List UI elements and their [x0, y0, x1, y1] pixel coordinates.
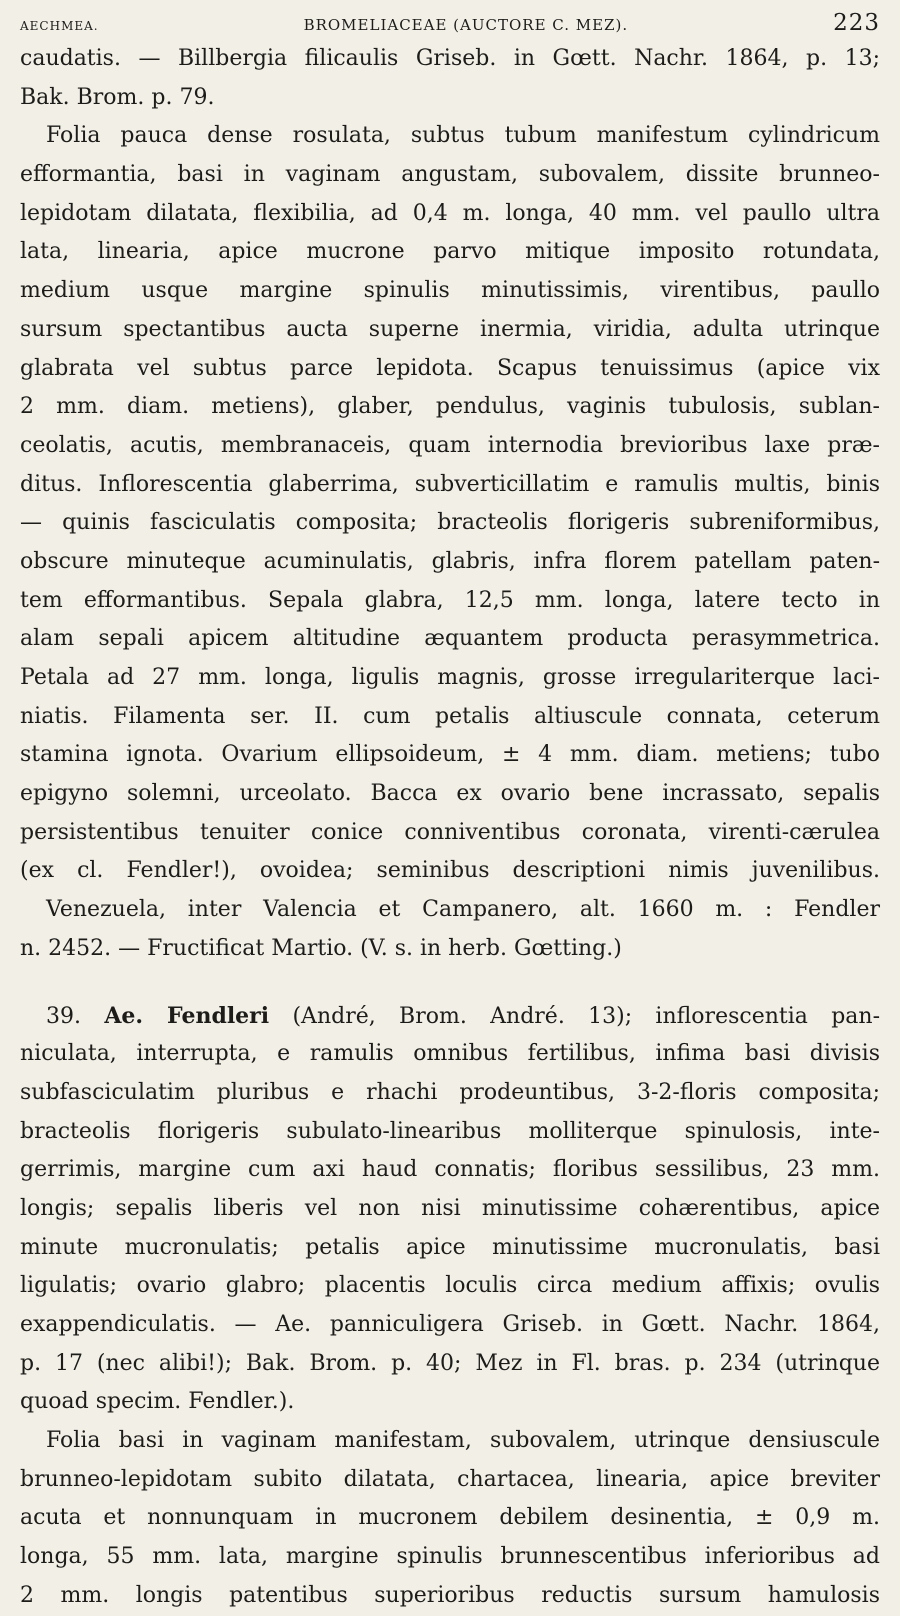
- text-line: acuta et nonnunquam in mucronem debilem desinentia, ± 0,9 m.: [20, 1505, 880, 1531]
- entry-heading-line: [20, 997, 880, 1036]
- section-previous-species: [20, 40, 880, 969]
- running-head: [20, 6, 880, 40]
- text-line: n. 2452. — Fructificat Martio. (V. s. in herb. Gœtting.): [20, 935, 622, 961]
- text-line: Bak. Brom. p. 79.: [20, 84, 215, 110]
- text-line: ditus. Inflorescentia glaberrima, subverticillatim e ramulis multis, binis: [20, 471, 880, 497]
- text-line: medium usque margine spinulis minutissimis, virentibus, paullo: [20, 278, 880, 304]
- text-line: ceolatis, acutis, membranaceis, quam internodia brevioribus laxe præ-: [20, 432, 880, 458]
- text-line: Folia basi in vaginam manifestam, subovalem, utrinque densiuscule: [46, 1428, 880, 1454]
- text-line: ligulatis; ovario glabro; placentis loculis circa medium affixis; ovulis: [20, 1273, 880, 1299]
- text-line: glabrata vel subtus parce lepidota. Scapus tenuissimus (apice vix: [20, 355, 880, 381]
- text-line: tem efformantibus. Sepala glabra, 12,5 mm. longa, latere tecto in: [20, 587, 880, 613]
- text-line: lepidotam dilatata, flexibilia, ad 0,4 m. longa, 40 mm. vel paullo ultra: [20, 200, 880, 226]
- text-line: alam sepali apicem altitudine æquantem producta perasymmetrica.: [20, 626, 880, 652]
- text-line: (ex cl. Fendler!), ovoidea; seminibus descriptioni nimis juvenilibus.: [20, 858, 880, 884]
- entry-heading-text: (André, Brom. André. 13); inflorescentia pan-: [292, 1003, 881, 1029]
- text-line: 2 mm. diam. metiens), glaber, pendulus, vaginis tubulosis, sublan-: [20, 394, 880, 420]
- text-line: quoad specim. Fendler.).: [20, 1389, 295, 1415]
- text-line: — quinis fasciculatis composita; bracteolis florigeris subreniformibus,: [20, 510, 880, 536]
- text-line: longa, 55 mm. lata, margine spinulis brunnescentibus inferioribus ad: [20, 1544, 880, 1570]
- running-head-title: BROMELIACEAE (AUCTORE C. MEZ).: [303, 16, 629, 34]
- text-line: Venezuela, inter Valencia et Campanero, alt. 1660 m. : Fendler: [46, 897, 880, 923]
- text-line: brunneo-lepidotam subito dilatata, chartacea, linearia, apice breviter: [20, 1466, 880, 1492]
- text-line: stamina ignota. Ovarium ellipsoideum, ± 4 mm. diam. metiens; tubo: [20, 742, 880, 768]
- text-line: p. 17 (nec alibi!); Bak. Brom. p. 40; Mez in Fl. bras. p. 234 (utrinque: [20, 1350, 880, 1376]
- text-line: sursum spectantibus aucta superne inermia, viridia, adulta utrinque: [20, 316, 880, 342]
- text-line: 2 mm. longis patentibus superioribus reductis sursum hamulosis: [20, 1582, 880, 1608]
- text-line: minute mucronulatis; petalis apice minutissime mucronulatis, basi: [20, 1234, 880, 1260]
- text-line: niculata, interrupta, e ramulis omnibus fertilibus, infima basi divisis: [20, 1041, 880, 1067]
- section-gap: [20, 969, 880, 997]
- text-line: epigyno solemni, urceolato. Bacca ex ovario bene incrassato, sepalis: [20, 781, 880, 807]
- page-number: 223: [833, 10, 880, 36]
- text-line: caudatis. — Billbergia filicaulis Griseb. in Gœtt. Nachr. 1864, p. 13;: [20, 46, 880, 71]
- text-line: Folia pauca dense rosulata, subtus tubum manifestum cylindricum: [46, 123, 880, 149]
- text-line: gerrimis, margine cum axi haud connatis; floribus sessilibus, 23 mm.: [20, 1157, 880, 1183]
- text-line: bracteolis florigeris subulato-linearibus molliterque spinulosis, inte-: [20, 1118, 880, 1144]
- species-name: Ae. Fendleri: [104, 1002, 270, 1029]
- text-line: longis; sepalis liberis vel non nisi minutissime cohærentibus, apice: [20, 1195, 880, 1221]
- species-entry-39: [20, 997, 880, 1616]
- entry-number: 39.: [46, 1003, 81, 1029]
- text-line: lata, linearia, apice mucrone parvo mitique imposito rotundata,: [20, 239, 880, 265]
- running-head-genus: AECHMEA.: [20, 19, 99, 33]
- text-line: Petala ad 27 mm. longa, ligulis magnis, grosse irregulariterque laci-: [20, 665, 880, 690]
- text-line: subfasciculatim pluribus e rhachi prodeuntibus, 3-2-floris composita;: [20, 1079, 880, 1105]
- text-line: niatis. Filamenta ser. II. cum petalis altiuscule connata, ceterum: [20, 703, 880, 729]
- text-line: obscure minuteque acuminulatis, glabris, infra florem patellam paten-: [20, 548, 880, 574]
- text-line: exappendiculatis. — Ae. panniculigera Griseb. in Gœtt. Nachr. 1864,: [20, 1312, 880, 1337]
- text-line: efformantia, basi in vaginam angustam, subovalem, dissite brunneo-: [20, 162, 880, 188]
- text-line: persistentibus tenuiter conice conniventibus coronata, virenti-cærulea: [20, 819, 880, 845]
